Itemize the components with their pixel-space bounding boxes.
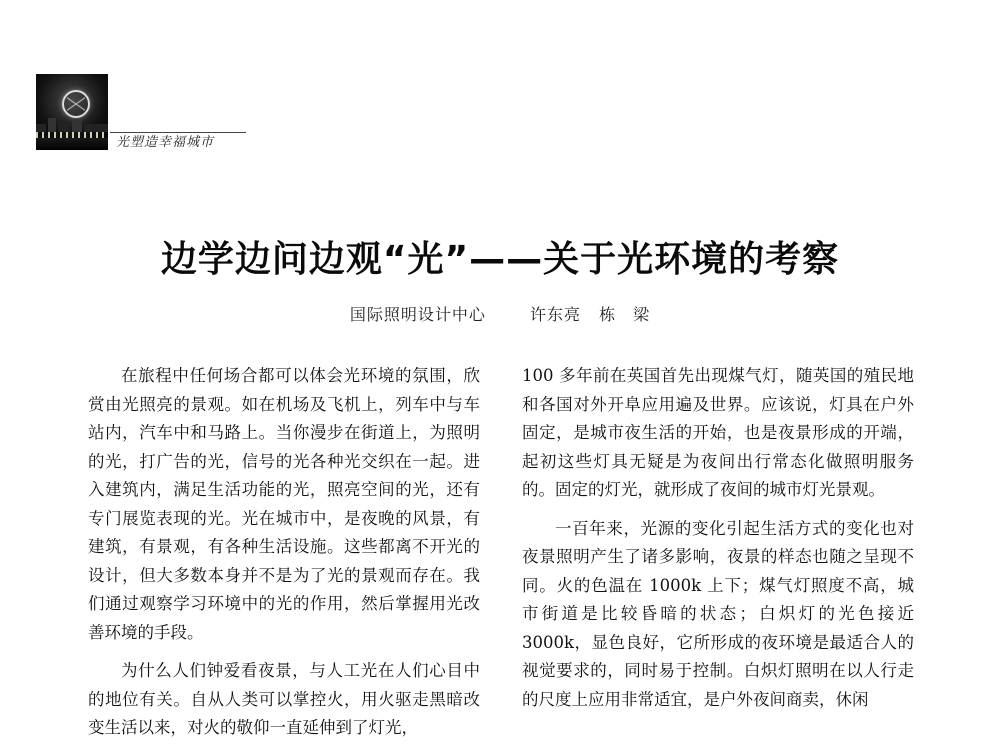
paragraph: 在旅程中任何场合都可以体会光环境的氛围，欣赏由光照亮的景观。如在机场及飞机上，列车中与车站内，汽车中和马路上。当你漫步在街道上，为照明的光，打广告的光，信号的光各种光交织在一起。进入建筑内，满足生活功能的光，照亮空间的光，还有专门展览表现的光。光在城市中，是夜晚的风景，有建筑，有景观，有各种生活设施。这些都离不开光的设计，但大多数本身并不是为了光的景观而存在。我们通过观察学习环境中的光的作用，然后掌握用光改善环境的手段。	[88, 366, 480, 642]
left-column	[88, 362, 480, 751]
paragraph: 为什么人们钟爱看夜景，与人工光在人们心目中的地位有关。自从人类可以掌控火，用火驱走黑暗改变生活以来，对火的敬仰一直延伸到了灯光，	[88, 661, 480, 737]
skyline-graphic	[36, 118, 108, 132]
ferris-wheel-icon	[62, 90, 90, 118]
section-label: 光塑造幸福城市	[110, 132, 246, 151]
byline	[0, 305, 1000, 325]
paragraph: 一百年来，光源的变化引起生活方式的变化也对夜景照明产生了诸多影响，夜景的样态也随之呈现不同。火的色温在 1000k 上下；煤气灯照度不高，城市街道是比较昏暗的状态；白炽灯的光色接近 3000k，显色良好，它所形成的夜环境是最适合人的视觉要求的，同时易于控制。白炽灯照明在以人行走的尺度上应用非常适宜，是户外夜间商卖，休闲	[522, 518, 914, 709]
paragraph: 100 多年前在英国首先出现煤气灯，随英国的殖民地和各国对外开阜应用遍及世界。应该说，灯具在户外固定，是城市夜生活的开始，也是夜景形成的开端，起初这些灯具无疑是为夜间出行常态化做照明服务的。固定的灯光，就形成了夜间的城市灯光景观。	[522, 366, 914, 499]
byline-organization: 国际照明设计中心	[349, 305, 486, 324]
night-cityscape-image	[36, 74, 108, 150]
right-column	[522, 362, 914, 722]
byline-author-1: 许东亮	[529, 305, 581, 324]
water-reflection-graphic	[36, 138, 108, 150]
article-title: 边学边问边观“光”——关于光环境的考察	[160, 239, 840, 281]
section-header	[36, 74, 246, 154]
byline-author-2: 栋 梁	[599, 305, 651, 324]
